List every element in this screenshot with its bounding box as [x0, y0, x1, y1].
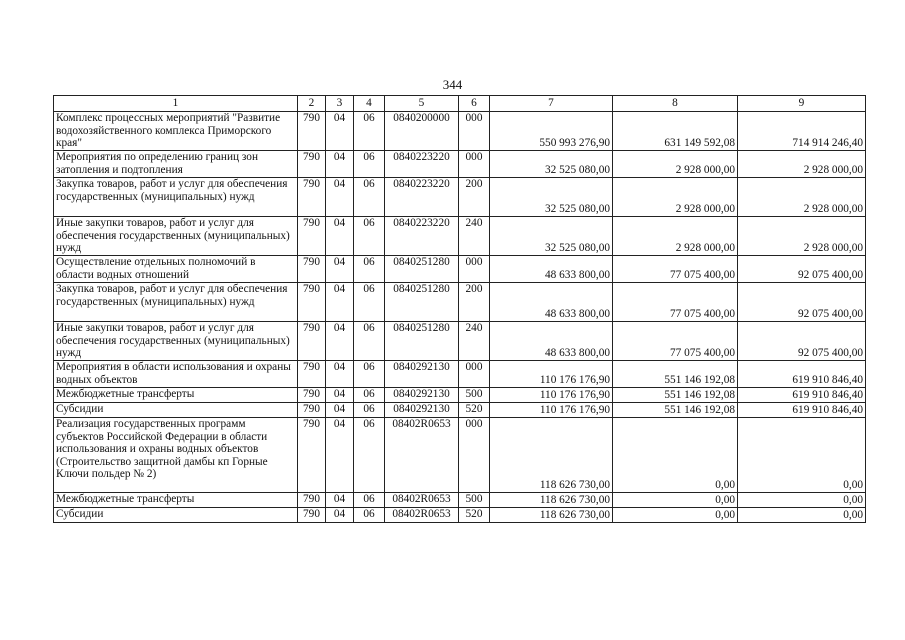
- row-vr: 240: [459, 322, 490, 361]
- row-rz: 04: [326, 256, 354, 283]
- row-value-8: 0,00: [613, 418, 738, 493]
- row-name: Иные закупки товаров, работ и услуг для обеспечения государственных (муниципальных) нужд: [54, 322, 298, 361]
- row-rz: 04: [326, 322, 354, 361]
- row-pr: 06: [354, 388, 385, 403]
- row-grbs: 790: [298, 217, 326, 256]
- row-pr: 06: [354, 151, 385, 178]
- row-csr: 0840251280: [385, 322, 459, 361]
- row-name: Закупка товаров, работ и услуг для обеспечения государственных (муниципальных) нужд: [54, 283, 298, 322]
- row-value-7: 110 176 176,90: [490, 403, 613, 418]
- row-pr: 06: [354, 403, 385, 418]
- row-name: Мероприятия по определению границ зон затопления и подтопления: [54, 151, 298, 178]
- table-row: [54, 178, 866, 217]
- row-value-8: 551 146 192,08: [613, 403, 738, 418]
- row-name: Межбюджетные трансферты: [54, 493, 298, 508]
- budget-table: [53, 95, 866, 523]
- table-row: [54, 151, 866, 178]
- row-pr: 06: [354, 283, 385, 322]
- row-vr: 000: [459, 256, 490, 283]
- header-cell: 2: [298, 96, 326, 112]
- row-value-9: 0,00: [738, 493, 866, 508]
- row-value-9: 2 928 000,00: [738, 151, 866, 178]
- row-value-9: 619 910 846,40: [738, 388, 866, 403]
- row-value-9: 92 075 400,00: [738, 256, 866, 283]
- row-rz: 04: [326, 112, 354, 151]
- row-name: Межбюджетные трансферты: [54, 388, 298, 403]
- row-value-7: 32 525 080,00: [490, 151, 613, 178]
- row-name: Реализация государственных программ субъектов Российской Федерации в области использования и охраны водных объектов (Строительство защитной дамбы кп Горные Ключи польдер № 2): [54, 418, 298, 493]
- row-value-9: 0,00: [738, 418, 866, 493]
- row-value-7: 118 626 730,00: [490, 493, 613, 508]
- row-value-8: 631 149 592,08: [613, 112, 738, 151]
- row-value-8: 551 146 192,08: [613, 388, 738, 403]
- row-value-9: 619 910 846,40: [738, 361, 866, 388]
- row-value-9: 714 914 246,40: [738, 112, 866, 151]
- row-grbs: 790: [298, 112, 326, 151]
- row-value-8: 551 146 192,08: [613, 361, 738, 388]
- row-vr: 000: [459, 418, 490, 493]
- row-csr: 0840251280: [385, 283, 459, 322]
- row-value-7: 550 993 276,90: [490, 112, 613, 151]
- row-vr: 200: [459, 178, 490, 217]
- header-cell: 6: [459, 96, 490, 112]
- table-row: [54, 403, 866, 418]
- row-grbs: 790: [298, 388, 326, 403]
- row-csr: 08402R0653: [385, 493, 459, 508]
- header-row: [54, 96, 866, 112]
- row-value-7: 118 626 730,00: [490, 508, 613, 523]
- row-pr: 06: [354, 217, 385, 256]
- row-vr: 000: [459, 151, 490, 178]
- row-value-7: 110 176 176,90: [490, 361, 613, 388]
- row-value-7: 32 525 080,00: [490, 178, 613, 217]
- row-rz: 04: [326, 217, 354, 256]
- row-grbs: 790: [298, 418, 326, 493]
- row-vr: 000: [459, 361, 490, 388]
- table-row: [54, 361, 866, 388]
- row-value-7: 48 633 800,00: [490, 283, 613, 322]
- row-value-7: 48 633 800,00: [490, 256, 613, 283]
- row-name: Субсидии: [54, 403, 298, 418]
- row-name: Мероприятия в области использования и охраны водных объектов: [54, 361, 298, 388]
- row-value-7: 118 626 730,00: [490, 418, 613, 493]
- row-csr: 0840223220: [385, 217, 459, 256]
- row-value-8: 0,00: [613, 508, 738, 523]
- row-rz: 04: [326, 418, 354, 493]
- row-grbs: 790: [298, 322, 326, 361]
- row-grbs: 790: [298, 151, 326, 178]
- row-pr: 06: [354, 178, 385, 217]
- row-csr: 0840223220: [385, 178, 459, 217]
- page-number: 344: [442, 77, 463, 92]
- row-grbs: 790: [298, 256, 326, 283]
- row-csr: 0840200000: [385, 112, 459, 151]
- table-row: [54, 217, 866, 256]
- row-value-9: 619 910 846,40: [738, 403, 866, 418]
- table-row: [54, 418, 866, 493]
- row-pr: 06: [354, 361, 385, 388]
- row-vr: 520: [459, 508, 490, 523]
- row-vr: 000: [459, 112, 490, 151]
- row-rz: 04: [326, 508, 354, 523]
- row-value-9: 2 928 000,00: [738, 178, 866, 217]
- row-csr: 0840292130: [385, 361, 459, 388]
- row-rz: 04: [326, 388, 354, 403]
- row-csr: 08402R0653: [385, 508, 459, 523]
- row-grbs: 790: [298, 361, 326, 388]
- row-pr: 06: [354, 493, 385, 508]
- table-row: [54, 283, 866, 322]
- header-cell: 7: [490, 96, 613, 112]
- row-name: Комплекс процессных мероприятий "Развитие водохозяйственного комплекса Приморского края": [54, 112, 298, 151]
- row-rz: 04: [326, 151, 354, 178]
- table-row: [54, 508, 866, 523]
- header-cell: 5: [385, 96, 459, 112]
- row-grbs: 790: [298, 493, 326, 508]
- row-name: Осуществление отдельных полномочий в области водных отношений: [54, 256, 298, 283]
- header-cell: 4: [354, 96, 385, 112]
- row-vr: 520: [459, 403, 490, 418]
- row-pr: 06: [354, 508, 385, 523]
- row-pr: 06: [354, 112, 385, 151]
- row-name: Субсидии: [54, 508, 298, 523]
- row-value-8: 2 928 000,00: [613, 178, 738, 217]
- row-csr: 0840223220: [385, 151, 459, 178]
- row-value-8: 77 075 400,00: [613, 256, 738, 283]
- row-vr: 500: [459, 493, 490, 508]
- header-cell: 9: [738, 96, 866, 112]
- row-value-8: 77 075 400,00: [613, 322, 738, 361]
- row-pr: 06: [354, 418, 385, 493]
- table-row: [54, 388, 866, 403]
- header-cell: 3: [326, 96, 354, 112]
- row-grbs: 790: [298, 508, 326, 523]
- row-pr: 06: [354, 322, 385, 361]
- row-vr: 240: [459, 217, 490, 256]
- row-name: Закупка товаров, работ и услуг для обеспечения государственных (муниципальных) нужд: [54, 178, 298, 217]
- row-rz: 04: [326, 493, 354, 508]
- row-value-7: 32 525 080,00: [490, 217, 613, 256]
- row-rz: 04: [326, 403, 354, 418]
- row-value-8: 0,00: [613, 493, 738, 508]
- row-vr: 200: [459, 283, 490, 322]
- header-cell: 1: [54, 96, 298, 112]
- row-value-9: 92 075 400,00: [738, 322, 866, 361]
- table-row: [54, 322, 866, 361]
- row-value-7: 110 176 176,90: [490, 388, 613, 403]
- row-grbs: 790: [298, 403, 326, 418]
- row-value-7: 48 633 800,00: [490, 322, 613, 361]
- row-value-9: 92 075 400,00: [738, 283, 866, 322]
- row-csr: 0840292130: [385, 388, 459, 403]
- row-csr: 0840292130: [385, 403, 459, 418]
- table-row: [54, 256, 866, 283]
- row-value-9: 2 928 000,00: [738, 217, 866, 256]
- row-csr: 0840251280: [385, 256, 459, 283]
- row-value-8: 2 928 000,00: [613, 151, 738, 178]
- row-value-9: 0,00: [738, 508, 866, 523]
- row-name: Иные закупки товаров, работ и услуг для обеспечения государственных (муниципальных) нужд: [54, 217, 298, 256]
- row-rz: 04: [326, 178, 354, 217]
- row-pr: 06: [354, 256, 385, 283]
- row-vr: 500: [459, 388, 490, 403]
- table-row: [54, 493, 866, 508]
- row-grbs: 790: [298, 178, 326, 217]
- row-rz: 04: [326, 283, 354, 322]
- row-rz: 04: [326, 361, 354, 388]
- header-cell: 8: [613, 96, 738, 112]
- row-csr: 08402R0653: [385, 418, 459, 493]
- row-value-8: 2 928 000,00: [613, 217, 738, 256]
- table-row: [54, 112, 866, 151]
- row-value-8: 77 075 400,00: [613, 283, 738, 322]
- row-grbs: 790: [298, 283, 326, 322]
